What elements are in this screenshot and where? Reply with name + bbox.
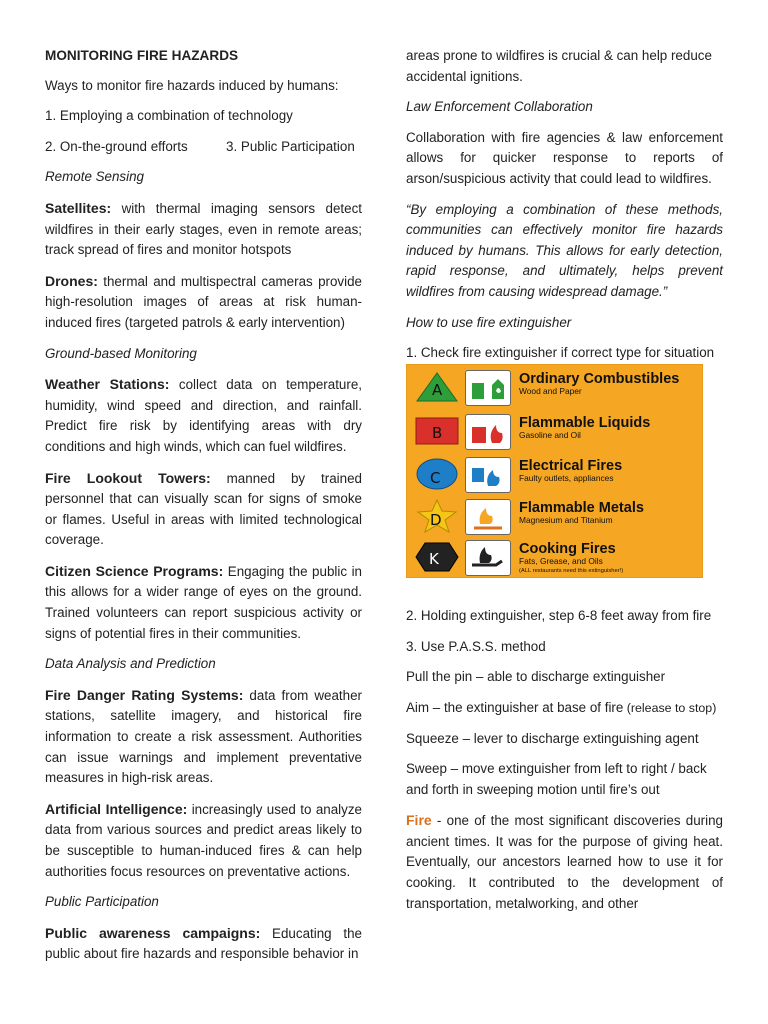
term: Artificial Intelligence: bbox=[45, 800, 188, 817]
class-description: Gasoline and Oil bbox=[519, 430, 581, 441]
paragraph-towers bbox=[45, 468, 362, 551]
term: Public awareness campaigns: bbox=[45, 924, 261, 941]
paragraph-campaigns bbox=[45, 923, 362, 965]
list-item: 2. On-the-ground efforts bbox=[45, 138, 188, 154]
paragraph-fire bbox=[406, 810, 723, 914]
fire-definition: - one of the most significant discoveries during ancient times. It was for the purpose of giving heat. Eventually, our ancestors learned how to use it for cooking. It contributed to the development of transportation, metalworking, and other bbox=[406, 813, 723, 911]
left-column bbox=[45, 46, 362, 975]
list-item: 3. Public Participation bbox=[226, 138, 355, 154]
paragraph-weather bbox=[45, 374, 362, 457]
class-name: Electrical Fires bbox=[519, 458, 623, 475]
class-description: Faulty outlets, appliances bbox=[519, 473, 614, 484]
class-letter: K bbox=[429, 550, 439, 569]
class-name: Ordinary Combustibles bbox=[519, 371, 680, 388]
step-3: 3. Use P.A.S.S. method bbox=[406, 638, 546, 654]
paragraph-drones bbox=[45, 271, 362, 334]
circle-icon bbox=[412, 458, 462, 490]
class-note: (ALL restaurants need this extinguisher!) bbox=[519, 568, 624, 575]
pass-sweep: Sweep – move extinguisher from left to right / back and forth in sweeping motion until fire’s out bbox=[406, 761, 707, 797]
class-letter: B bbox=[432, 424, 443, 443]
definition: collect data on temperature, humidity, wind speed and direction, and rainfall. Predict fire risk by identifying areas with dry conditions and high winds, which can fuel wildfires. bbox=[45, 377, 362, 454]
term: Citizen Science Programs: bbox=[45, 562, 224, 579]
extinguisher-class-chart bbox=[406, 364, 703, 578]
paragraph-rating bbox=[45, 685, 362, 789]
paragraph-ai bbox=[45, 799, 362, 882]
metal-fire-icon bbox=[465, 499, 511, 535]
definition: manned by trained personnel that can visually scan for signs of smoke or flames. Useful in areas with limited technological coverage. bbox=[45, 470, 362, 548]
class-description: Wood and Paper bbox=[519, 386, 582, 397]
document-title: MONITORING FIRE HAZARDS bbox=[45, 48, 239, 63]
term: Drones: bbox=[45, 272, 98, 289]
class-name: Flammable Metals bbox=[519, 500, 644, 517]
class-row bbox=[409, 537, 700, 577]
fire-term: Fire bbox=[406, 812, 432, 829]
section-heading: Remote Sensing bbox=[45, 169, 144, 185]
pass-aim bbox=[406, 698, 723, 719]
fuel-can-fire-icon bbox=[465, 414, 511, 450]
pass-pull: Pull the pin – able to discharge extinguisher bbox=[406, 669, 666, 685]
class-letter: A bbox=[432, 381, 443, 400]
square-icon bbox=[412, 415, 462, 447]
plug-fire-icon bbox=[465, 457, 511, 493]
intro-text: Ways to monitor fire hazards induced by humans: bbox=[45, 77, 339, 93]
paragraph-law: Collaboration with fire agencies & law enforcement allows for quicker response to reports of arson/suspicious activity that could lead to wildfires. bbox=[406, 129, 723, 186]
star-icon bbox=[412, 500, 462, 532]
trash-fire-icon bbox=[465, 370, 511, 406]
definition: thermal and multispectral cameras provide high-resolution images of areas at risk human-induced fires (targeted patrols & early intervention) bbox=[45, 273, 362, 330]
aim-text: Aim – the extinguisher at base of fire bbox=[406, 699, 624, 715]
hexagon-icon bbox=[412, 541, 462, 573]
section-heading: Law Enforcement Collaboration bbox=[406, 99, 593, 115]
list-item-pair bbox=[45, 137, 362, 158]
aim-note: (release to stop) bbox=[623, 700, 717, 715]
term: Satellites: bbox=[45, 199, 112, 216]
pan-fire-icon bbox=[465, 540, 511, 576]
paragraph-satellites bbox=[45, 198, 362, 261]
triangle-icon bbox=[412, 371, 462, 403]
class-letter: D bbox=[430, 511, 442, 530]
step-2: 2. Holding extinguisher, step 6-8 feet away from fire bbox=[406, 608, 712, 624]
definition: Engaging the public in this allows for a wider range of eyes on the ground. Trained volunteers can report suspicious activity or signs of potential fires in their communities. bbox=[45, 563, 362, 641]
section-heading: How to use fire extinguisher bbox=[406, 314, 572, 330]
class-description: Fats, Grease, and Oils bbox=[519, 556, 603, 567]
class-name: Flammable Liquids bbox=[519, 415, 651, 432]
paragraph-citizen bbox=[45, 561, 362, 644]
class-letter: C bbox=[430, 469, 441, 488]
definition: Educating the public about fire hazards and responsible behavior in bbox=[45, 925, 362, 962]
class-description: Magnesium and Titanium bbox=[519, 515, 613, 526]
class-name: Cooking Fires bbox=[519, 541, 616, 558]
section-heading: Data Analysis and Prediction bbox=[45, 656, 216, 672]
definition: increasingly used to analyze data from various sources and predict areas likely to be susceptible to human-induced fires & can help authorities focus resources on preventative actions. bbox=[45, 801, 362, 879]
pass-squeeze: Squeeze – lever to discharge extinguishing agent bbox=[406, 730, 699, 746]
definition: data from weather stations, satellite imagery, and historical fire information to create a risk assessment. Authorities can issue warnings and implement preventative measures in high-risk areas. bbox=[45, 687, 362, 786]
term: Fire Danger Rating Systems: bbox=[45, 686, 244, 703]
section-heading: Public Participation bbox=[45, 894, 159, 910]
term: Fire Lookout Towers: bbox=[45, 469, 211, 486]
quote-block: “By employing a combination of these methods, communities can effectively monitor fire hazards induced by humans. This allows for early detection, rapid response, and ultimately, helps prevent wildfires from causing widespread damage.” bbox=[406, 201, 723, 299]
list-item: 1. Employing a combination of technology bbox=[45, 108, 293, 124]
right-column bbox=[406, 46, 723, 924]
paragraph-continued: areas prone to wildfires is crucial & can help reduce accidental ignitions. bbox=[406, 48, 712, 84]
step-1: 1. Check fire extinguisher if correct type for situation bbox=[406, 345, 715, 361]
section-heading: Ground-based Monitoring bbox=[45, 345, 197, 361]
class-row bbox=[409, 496, 700, 536]
class-row bbox=[409, 411, 700, 451]
class-row bbox=[409, 367, 700, 407]
definition: with thermal imaging sensors detect wildfires in their early stages, even in remote areas; track spread of fires and monitor hotspots bbox=[45, 200, 362, 258]
term: Weather Stations: bbox=[45, 376, 170, 393]
class-row bbox=[409, 454, 700, 494]
